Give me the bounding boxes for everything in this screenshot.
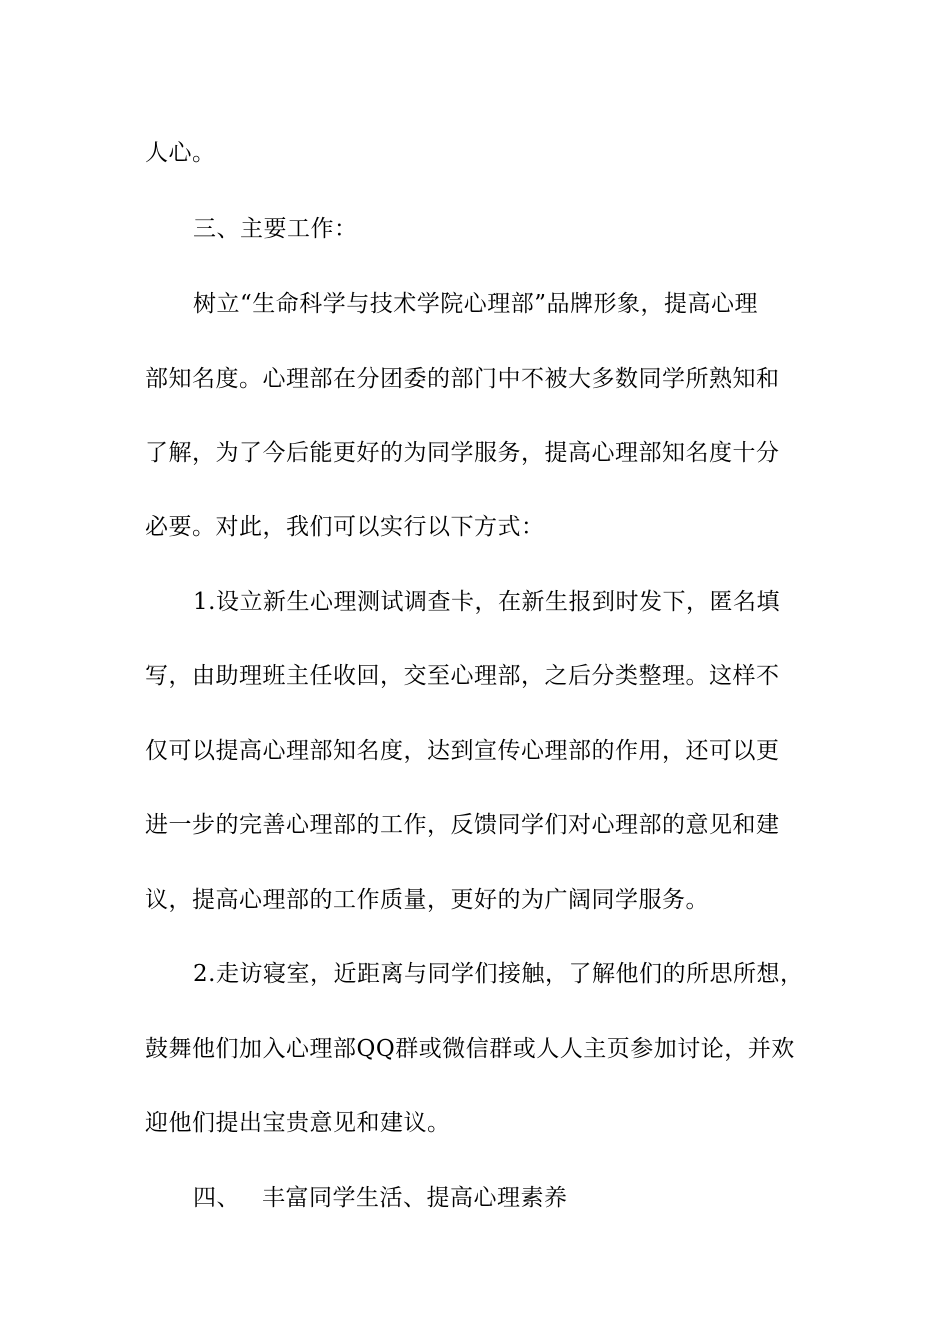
paragraph-line: 了解，为了今后能更好的为同学服务，提高心理部知名度十分 (145, 440, 780, 466)
paragraph-line: 必要。对此，我们可以实行以下方式： (145, 514, 545, 540)
paragraph-line: 部知名度。心理部在分团委的部门中不被大多数同学所熟知和 (145, 366, 780, 392)
paragraph-line: 迎他们提出宝贵意见和建议。 (145, 1110, 451, 1136)
paragraph-line: 写，由助理班主任收回，交至心理部，之后分类整理。这样不 (145, 663, 780, 689)
paragraph-line: 树立“生命科学与技术学院心理部”品牌形象，提高心理 (193, 291, 759, 317)
paragraph-line: 人心。 (145, 140, 216, 166)
section-heading: 三、主要工作： (193, 216, 358, 242)
paragraph-line: 议，提高心理部的工作质量，更好的为广阔同学服务。 (145, 887, 709, 913)
paragraph-line: 仅可以提高心理部知名度，达到宣传心理部的作用，还可以更 (145, 738, 780, 764)
section-number: 四、 (193, 1185, 240, 1211)
section-title: 丰富同学生活、提高心理素养 (262, 1185, 568, 1211)
paragraph-line: 鼓舞他们加入心理部QQ群或微信群或人人主页参加讨论，并欢 (145, 1036, 795, 1062)
list-item-line: 2.走访寝室，近距离与同学们接触，了解他们的所思所想， (193, 961, 804, 987)
section-heading (193, 1183, 893, 1213)
paragraph-line: 进一步的完善心理部的工作，反馈同学们对心理部的意见和建 (145, 812, 780, 838)
list-item-line: 1.设立新生心理测试调查卡，在新生报到时发下，匿名填 (193, 589, 780, 615)
